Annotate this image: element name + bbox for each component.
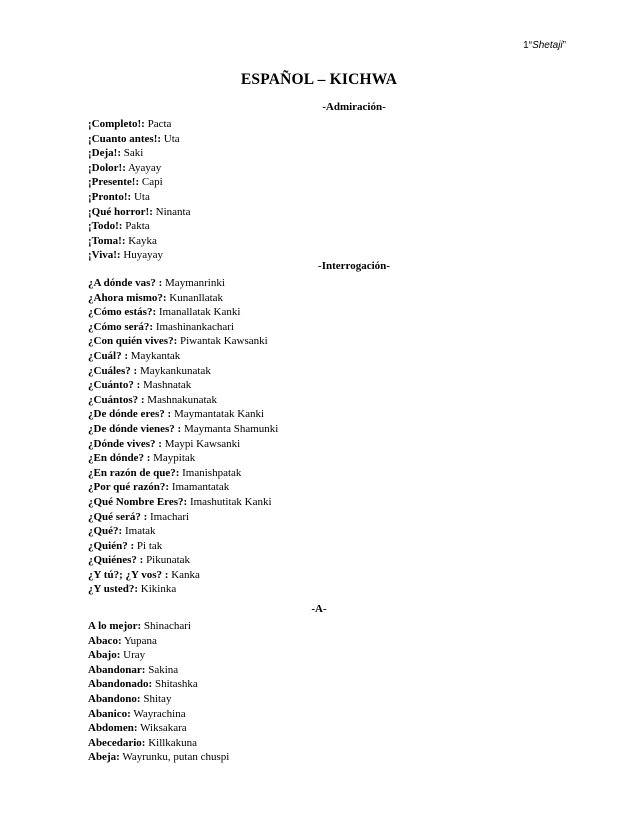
list-item (88, 291, 278, 306)
list-item (88, 132, 190, 147)
entry-translation: Uray (123, 649, 146, 662)
entry-term: ¿Quién? : (88, 539, 135, 552)
entry-translation: Imashinankachari (155, 320, 235, 333)
list-item (88, 648, 229, 663)
entry-term: ¿Cuál? : (88, 349, 129, 362)
entry-term: ¿Y usted?: (88, 583, 139, 596)
list-item (88, 553, 278, 568)
entry-term: ¡Qué horror!: (88, 205, 153, 218)
list-item (88, 234, 190, 249)
entry-translation: Maymanrinki (165, 277, 225, 289)
entry-translation: Kanka (171, 568, 200, 581)
entry-translation: Pikunatak (146, 554, 191, 567)
entry-list-admiracion (88, 117, 190, 263)
list-item (88, 117, 190, 132)
entry-translation: Maykantak (130, 349, 181, 362)
entry-translation: Shinachari (143, 620, 191, 632)
header-name: Shetaji (532, 40, 563, 51)
entry-translation: Imanallatak Kanki (158, 306, 241, 319)
entry-list-interrogacion (88, 276, 278, 597)
list-item (88, 320, 278, 335)
list-item (88, 146, 190, 161)
list-item (88, 422, 278, 437)
entry-term: Abandonar: (88, 663, 146, 676)
list-item (88, 305, 278, 320)
entry-translation: Shitashka (154, 678, 198, 691)
entry-translation: Maypi Kawsanki (164, 437, 241, 450)
entry-translation: Shitay (143, 692, 172, 705)
entry-translation: Wiksakara (140, 722, 187, 735)
section-heading-admiracion: -Admiración- (322, 101, 386, 113)
entry-term: ¿Dónde vives? : (88, 437, 162, 450)
entry-translation: Kayka (128, 234, 157, 247)
entry-translation: Maykankunatak (139, 364, 211, 377)
entry-term: ¿En razón de que?: (88, 466, 180, 479)
list-item (88, 510, 278, 525)
entry-translation: Maymanta Shamunki (183, 422, 279, 435)
list-item (88, 539, 278, 554)
page-header (523, 40, 566, 51)
entry-term: ¿Quiénes? : (88, 554, 144, 567)
list-item (88, 190, 190, 205)
list-item (88, 524, 278, 539)
list-item (88, 334, 278, 349)
header-quote-open: “ (528, 40, 533, 51)
entry-translation: Huyayay (123, 249, 164, 262)
entry-term: ¡Viva!: (88, 249, 121, 262)
entry-translation: Maypitak (153, 452, 196, 465)
entry-translation: Mashnatak (143, 379, 192, 392)
entry-translation: Uta (163, 132, 180, 145)
entry-term: ¡Completo!: (88, 118, 145, 130)
entry-translation: Capi (141, 176, 163, 189)
entry-translation: Imatak (124, 525, 156, 538)
list-item (88, 568, 278, 583)
list-item (88, 437, 278, 452)
list-item (88, 349, 278, 364)
entry-term: Abanico: (88, 707, 131, 720)
entry-term: Abeja: (88, 751, 120, 764)
entry-term: Abaco: (88, 634, 122, 647)
entry-term: Abecedario: (88, 736, 146, 749)
entry-term: A lo mejor: (88, 620, 142, 632)
entry-term: ¿Y tú?; ¿Y vos? : (88, 568, 169, 581)
entry-translation: Imachari (150, 510, 190, 523)
entry-term: ¿Cómo será?: (88, 320, 154, 333)
entry-term: ¿En dónde? : (88, 452, 151, 465)
list-item (88, 663, 229, 678)
list-item (88, 175, 190, 190)
entry-term: ¿De dónde vienes? : (88, 422, 182, 435)
entry-term: Abajo: (88, 649, 121, 662)
list-item (88, 276, 278, 291)
list-item (88, 634, 229, 649)
entry-term: ¿Cuánto? : (88, 379, 141, 392)
entry-term: ¿Con quién vives?: (88, 335, 178, 348)
entry-term: Abdomen: (88, 722, 138, 735)
entry-translation: Yupana (123, 634, 157, 647)
entry-translation: Pi tak (136, 539, 163, 552)
entry-translation: Mashnakunatak (147, 393, 217, 406)
entry-translation: Kikinka (140, 583, 177, 596)
page-title: ESPAÑOL – KICHWA (240, 71, 398, 88)
entry-term: ¿De dónde eres? : (88, 408, 172, 421)
entry-term: ¿Cuántos? : (88, 393, 145, 406)
list-item (88, 721, 229, 736)
entry-term: ¿Cómo estás?: (88, 306, 157, 319)
entry-term: ¿Qué Nombre Eres?: (88, 495, 188, 508)
list-item (88, 480, 278, 495)
header-quote-close: ” (562, 40, 566, 51)
list-item (88, 736, 229, 751)
entry-translation: Wayrunku, putan chuspi (122, 751, 230, 764)
page-number: 1 (523, 40, 529, 51)
entry-term: ¿Cuáles? : (88, 364, 138, 377)
entry-translation: Imanishpatak (182, 466, 242, 479)
entry-translation: Kunanllatak (169, 291, 224, 304)
entry-translation: Sakina (148, 663, 179, 676)
entry-list-a (88, 619, 229, 765)
list-item (88, 692, 229, 707)
section-heading-a: -A- (311, 603, 327, 615)
entry-translation: Wayrachina (133, 707, 186, 720)
entry-term: ¡Cuanto antes!: (88, 132, 162, 145)
entry-translation: Killkakuna (148, 736, 198, 749)
list-item (88, 161, 190, 176)
entry-term: Abandonado: (88, 678, 153, 691)
entry-translation: Maymantatak Kanki (173, 408, 265, 421)
list-item (88, 582, 278, 597)
entry-term: Abandono: (88, 692, 141, 705)
entry-translation: Pakta (125, 220, 150, 233)
entry-term: ¡Toma!: (88, 234, 126, 247)
list-item (88, 378, 278, 393)
entry-translation: Imamantatak (171, 481, 230, 494)
list-item (88, 466, 278, 481)
list-item (88, 677, 229, 692)
list-item (88, 707, 229, 722)
entry-term: ¿A dónde vas? : (88, 277, 163, 289)
list-item (88, 495, 278, 510)
entry-translation: Uta (133, 190, 150, 203)
list-item (88, 364, 278, 379)
entry-term: ¿Ahora mismo?: (88, 291, 167, 304)
list-item (88, 205, 190, 220)
list-item (88, 219, 190, 234)
entry-term: ¡Dolor!: (88, 161, 126, 174)
entry-term: ¿Por qué razón?: (88, 481, 170, 494)
entry-translation: Saki (123, 147, 144, 160)
entry-translation: Ninanta (155, 205, 191, 218)
entry-translation: Piwantak Kawsanki (180, 335, 268, 348)
entry-translation: Imashutitak Kanki (189, 495, 272, 508)
entry-term: ¡Todo!: (88, 220, 123, 233)
list-item (88, 619, 229, 634)
list-item (88, 451, 278, 466)
entry-term: ¡Pronto!: (88, 190, 132, 203)
entry-term: ¡Presente!: (88, 176, 140, 189)
section-heading-interrogacion: -Interrogación- (318, 260, 390, 272)
entry-translation: Pacta (147, 118, 172, 130)
entry-translation: Ayayay (128, 161, 162, 174)
list-item (88, 393, 278, 408)
entry-term: ¿Qué?: (88, 525, 123, 538)
list-item (88, 750, 229, 765)
entry-term: ¡Deja!: (88, 147, 121, 160)
entry-term: ¿Qué será? : (88, 510, 148, 523)
list-item (88, 407, 278, 422)
